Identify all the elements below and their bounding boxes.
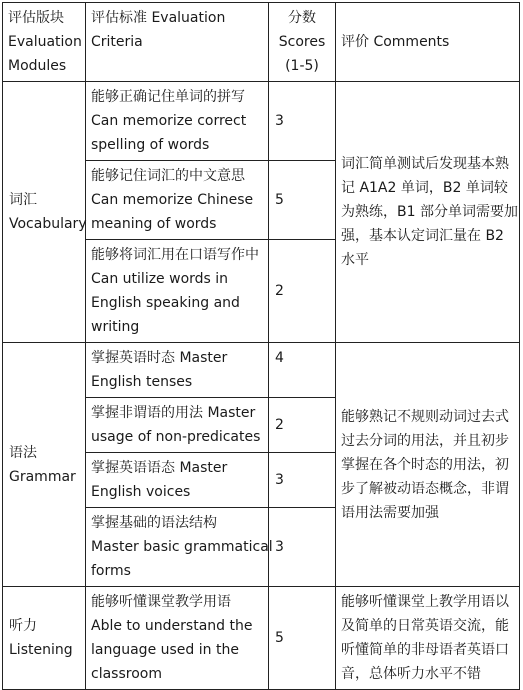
comment-line: 强，基本认定词汇量在 B2	[341, 228, 504, 244]
score-cell: 2	[269, 398, 336, 453]
header-criteria-line: 评估标准 Evaluation	[91, 10, 226, 26]
module-label: 词汇	[9, 192, 37, 208]
comment-vocabulary-cell	[336, 82, 520, 343]
criteria-cell	[86, 82, 269, 161]
score-cell: 5	[269, 161, 336, 240]
table-row	[3, 82, 520, 161]
score-cell: 4	[269, 343, 336, 398]
criteria-line: 能够记住词汇的中文意思	[91, 168, 245, 184]
score-cell: 3	[269, 508, 336, 587]
criteria-line: 掌握非谓语的用法 Master	[91, 405, 256, 421]
header-comments-label: 评价 Comments	[341, 34, 450, 50]
comment-line: 及简单的日常英语交流，能	[341, 618, 509, 634]
comment-line: 能够熟记不规则动词过去式	[341, 408, 509, 425]
criteria-line: Master basic grammatical	[91, 539, 273, 555]
score-cell: 3	[269, 82, 336, 161]
table-row	[3, 587, 520, 690]
module-label: Vocabulary	[9, 216, 87, 232]
header-scores-line: 分数	[288, 10, 316, 26]
comment-line: 听懂简单的非母语者英语口	[341, 642, 509, 658]
criteria-line: classroom	[91, 666, 162, 682]
module-label: 语法	[9, 444, 37, 461]
comment-line: 过去分词的用法，并且初步	[341, 432, 509, 449]
comment-line: 掌握在各个时态的用法，初	[341, 456, 509, 473]
criteria-cell	[86, 343, 269, 398]
criteria-cell	[86, 398, 269, 453]
comment-line: 步了解被动语态概念，非谓	[341, 480, 509, 497]
criteria-line: 掌握英语时态 Master	[91, 350, 228, 366]
criteria-line: 能够听懂课堂教学用语	[91, 594, 231, 610]
header-module-line: Modules	[8, 58, 67, 74]
header-module-line: 评估版块	[8, 10, 64, 26]
module-grammar-cell	[3, 343, 86, 587]
header-row	[3, 3, 520, 82]
comment-line: 词汇简单测试后发现基本熟	[341, 156, 509, 172]
criteria-line: usage of non-predicates	[91, 429, 261, 445]
criteria-line: 能够将词汇用在口语写作中	[91, 247, 259, 263]
header-scores-cell	[269, 3, 336, 82]
criteria-line: language used in the	[91, 642, 239, 658]
module-label: Grammar	[9, 468, 76, 485]
criteria-cell	[86, 587, 269, 690]
comment-line: 音，总体听力水平不错	[341, 666, 481, 682]
criteria-line: 掌握基础的语法结构	[91, 515, 217, 531]
comment-listening-cell	[336, 587, 520, 690]
criteria-line: Can memorize Chinese	[91, 192, 254, 208]
header-comments-cell	[336, 3, 520, 82]
criteria-line: writing	[91, 319, 140, 335]
comment-grammar-cell	[336, 343, 520, 587]
comment-line: 记 A1A2 单词，B2 单词较	[341, 180, 508, 196]
comment-line: 能够听懂课堂上教学用语以	[341, 594, 509, 610]
score-cell: 2	[269, 240, 336, 343]
evaluation-table	[2, 2, 520, 690]
criteria-cell	[86, 240, 269, 343]
header-module-line: Evaluation	[8, 34, 82, 50]
criteria-line: Able to understand the	[91, 618, 253, 634]
criteria-line: English tenses	[91, 374, 193, 390]
criteria-cell	[86, 161, 269, 240]
module-label: Listening	[9, 642, 73, 658]
comment-line: 水平	[341, 252, 369, 268]
module-listening-cell	[3, 587, 86, 690]
score-cell: 5	[269, 587, 336, 690]
module-label: 听力	[9, 618, 37, 634]
criteria-cell	[86, 508, 273, 587]
comment-line: 为熟练，B1 部分单词需要加	[341, 204, 518, 220]
module-vocabulary-cell	[3, 82, 86, 343]
criteria-line: Can memorize correct	[91, 113, 247, 129]
comment-line: 语用法需要加强	[341, 504, 439, 521]
header-criteria-line: Criteria	[91, 34, 143, 50]
criteria-line: forms	[91, 563, 131, 579]
table-row	[3, 343, 520, 398]
criteria-line: spelling of words	[91, 137, 210, 153]
header-scores-line: Scores	[278, 34, 326, 50]
criteria-line: Can utilize words in	[91, 271, 229, 287]
header-scores-line: (1-5)	[285, 58, 319, 74]
header-criteria-cell	[86, 3, 269, 82]
criteria-line: 掌握英语语态 Master	[91, 460, 228, 476]
header-module-cell	[3, 3, 86, 82]
criteria-cell	[86, 453, 269, 508]
score-cell: 3	[269, 453, 336, 508]
criteria-line: English speaking and	[91, 295, 240, 311]
criteria-line: meaning of words	[91, 216, 217, 232]
criteria-line: English voices	[91, 484, 191, 500]
criteria-line: 能够正确记住单词的拼写	[91, 89, 245, 105]
